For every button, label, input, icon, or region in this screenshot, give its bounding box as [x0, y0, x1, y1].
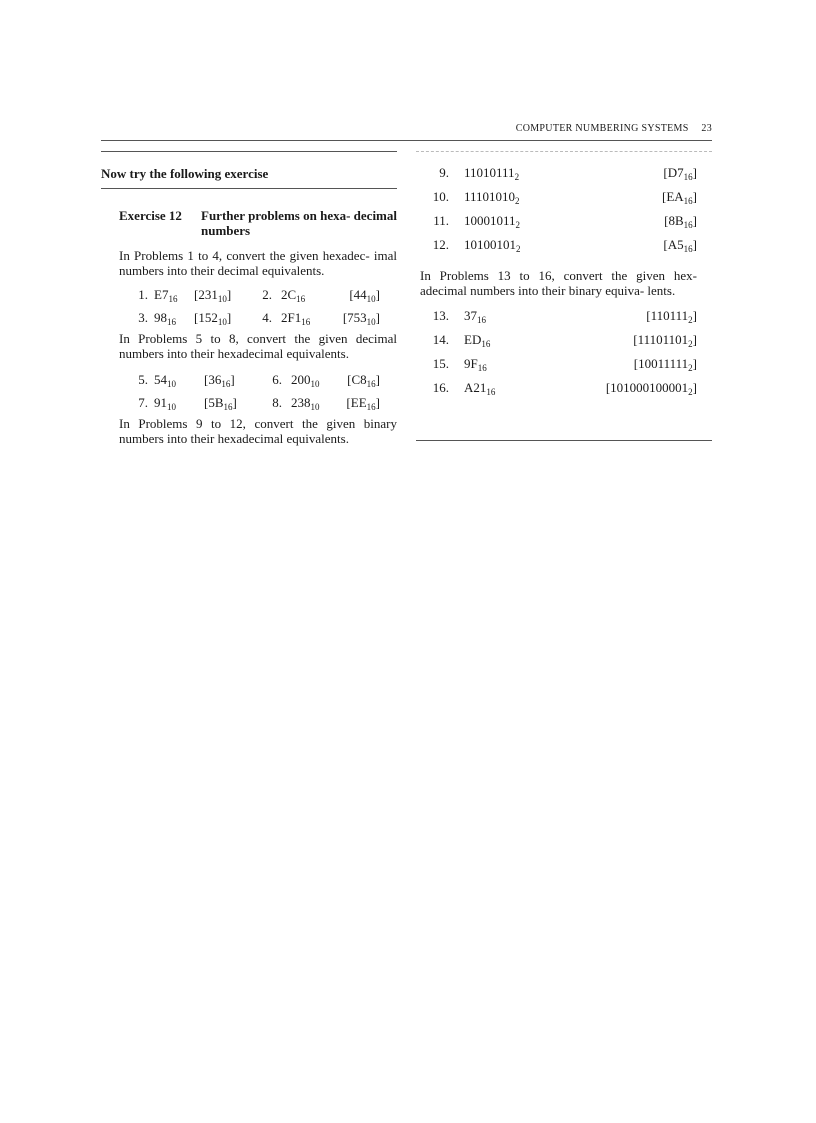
problem-question: $9F_{16}$ — [464, 356, 487, 373]
problem-row — [119, 368, 397, 391]
running-title: COMPUTER NUMBERING SYSTEMS — [515, 123, 689, 134]
problem-question: $2F1_{16}$ — [281, 309, 311, 327]
intro-problems-13-16: In Problems 13 to 16, convert the given hex- adecimal numbers into their binary equiva- lents. — [420, 268, 697, 298]
problem-number: 10. — [432, 189, 449, 204]
problem-answer: $[C8_{16}]$ — [347, 371, 380, 389]
problem-answer: $[EE_{16}]$ — [346, 394, 380, 412]
problem-row — [416, 161, 712, 185]
problem-question: $2C_{16}$ — [281, 286, 306, 304]
problem-question: $37_{16}$ — [464, 308, 486, 325]
problem-number: 1. — [138, 286, 148, 302]
problem-number: 4. — [262, 309, 272, 325]
problem-question: $ED_{16}$ — [464, 332, 491, 349]
problem-number: 12. — [432, 237, 449, 252]
problem-question: $10100101_2$ — [464, 237, 521, 254]
exercise-heading — [119, 208, 397, 238]
problem-number: 3. — [138, 309, 148, 325]
problem-number: 5. — [138, 371, 148, 387]
problem-answer: $[152_{10}]$ — [194, 309, 232, 327]
problem-answer: $[231_{10}]$ — [194, 286, 232, 304]
page-number: 23 — [701, 123, 712, 134]
problem-question: $54_{10}$ — [154, 371, 176, 389]
problem-number: 9. — [439, 165, 449, 180]
problem-row — [119, 283, 397, 306]
exercise-number: Exercise 12 — [119, 208, 182, 223]
problem-row — [416, 304, 712, 328]
problem-answer: $[110111_2]$ — [646, 308, 697, 325]
problem-question: $E7_{16}$ — [154, 286, 178, 304]
problem-row — [416, 185, 712, 209]
problem-answer: $[A5_{16}]$ — [663, 237, 697, 254]
problem-number: 7. — [138, 394, 148, 410]
problem-answer: $[44_{10}]$ — [349, 286, 380, 304]
problem-number: 14. — [432, 332, 449, 347]
problem-question: $A21_{16}$ — [464, 380, 496, 397]
running-header — [516, 123, 712, 134]
problem-question: $11010111_2$ — [464, 165, 520, 182]
box-top-rule-right — [416, 151, 712, 152]
exercise-title: Further problems on hexa- decimal numbers — [201, 208, 397, 238]
problem-answer: $[10011111_2]$ — [633, 356, 697, 373]
problem-answer: $[753_{10}]$ — [342, 309, 380, 327]
problem-question: $10001011_2$ — [464, 213, 521, 230]
problem-answer: $[8B_{16}]$ — [664, 213, 697, 230]
box-top-rule-left — [101, 151, 397, 152]
problem-answer: $[EA_{16}]$ — [661, 189, 697, 206]
problem-question: $200_{10}$ — [291, 371, 320, 389]
problem-number: 15. — [432, 356, 449, 371]
problem-row — [119, 306, 397, 329]
problem-question: $98_{16}$ — [154, 309, 176, 327]
problem-question: $238_{10}$ — [291, 394, 320, 412]
problem-answer: $[D7_{16}]$ — [663, 165, 697, 182]
box-bottom-rule — [416, 440, 712, 441]
problem-answer: $[5B_{16}]$ — [204, 394, 237, 412]
problem-row — [416, 352, 712, 376]
problem-row — [119, 391, 397, 414]
problems-1-4 — [119, 283, 397, 329]
intro-problems-9-12: In Problems 9 to 12, convert the given binary numbers into their hexadecimal equivalents. — [119, 416, 397, 446]
problem-question: $91_{10}$ — [154, 394, 176, 412]
problem-answer: $[11101101_2]$ — [633, 332, 697, 349]
lead-in-heading: Now try the following exercise — [101, 166, 269, 181]
problems-9-12 — [416, 161, 712, 257]
header-rule — [101, 140, 712, 141]
problems-5-8 — [119, 368, 397, 414]
problem-question: $11101010_2$ — [464, 189, 520, 206]
left-column — [101, 164, 397, 446]
problem-number: 16. — [432, 380, 449, 395]
problem-number: 2. — [262, 286, 272, 302]
problem-row — [416, 376, 712, 400]
problem-answer: $[101000100001_2]$ — [605, 380, 697, 397]
problem-number: 11. — [433, 213, 449, 228]
problem-row — [416, 209, 712, 233]
intro-problems-5-8: In Problems 5 to 8, convert the given decimal numbers into their hexadecimal equivalents. — [119, 331, 397, 361]
problems-13-16 — [416, 304, 712, 400]
problem-row — [416, 233, 712, 257]
problem-number: 13. — [432, 308, 449, 323]
problem-answer: $[36_{16}]$ — [204, 371, 235, 389]
problem-number: 8. — [272, 394, 282, 410]
lead-in-rule — [101, 188, 397, 189]
intro-problems-1-4: In Problems 1 to 4, convert the given hexadec- imal numbers into their decimal equivalents. — [119, 248, 397, 278]
right-column — [416, 164, 712, 400]
problem-number: 6. — [272, 371, 282, 387]
problem-row — [416, 328, 712, 352]
